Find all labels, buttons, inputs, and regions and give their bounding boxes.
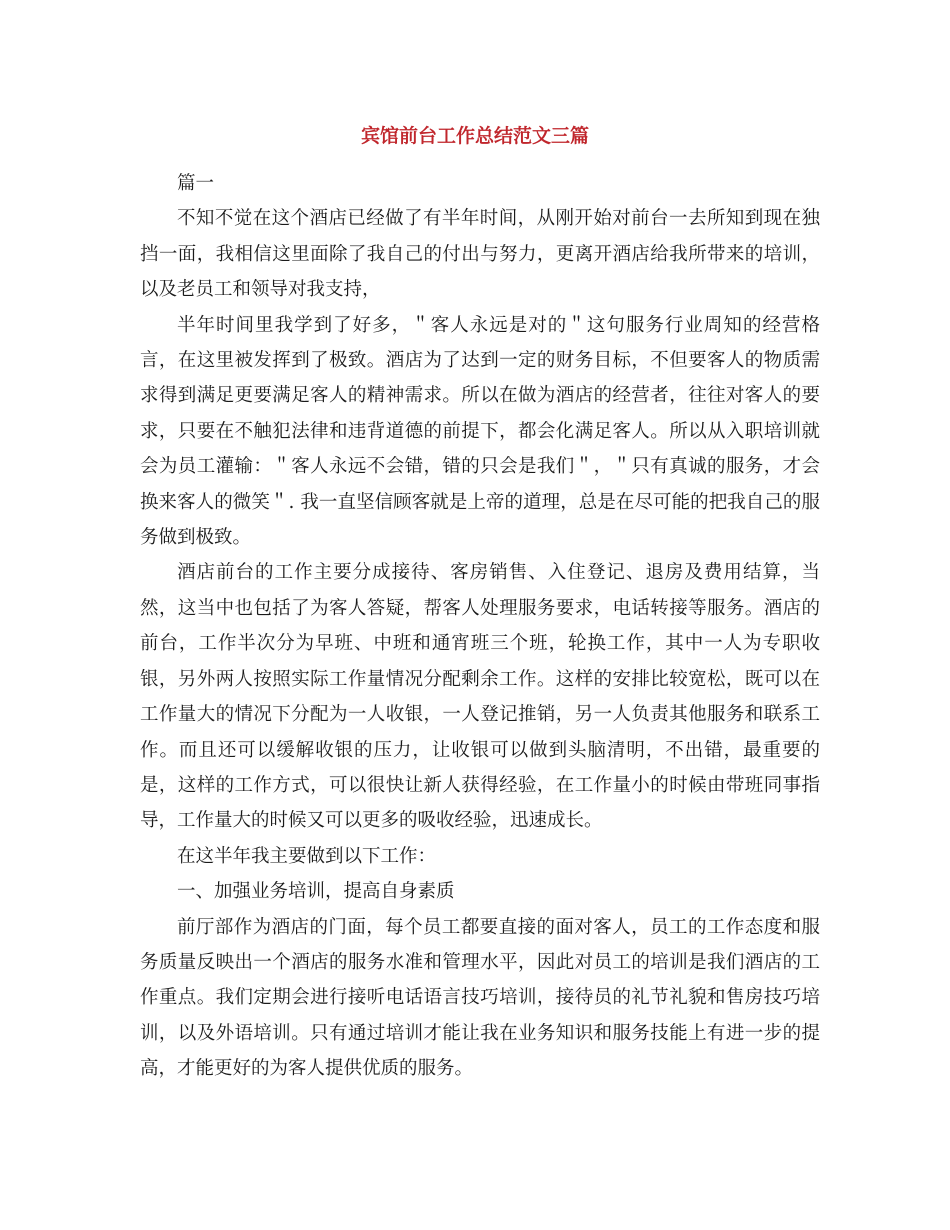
paragraph-training: 前厅部作为酒店的门面，每个员工都要直接的面对客人，员工的工作态度和服务质量反映出一个酒店的服务水准和管理水平，因此对员工的培训是我们酒店的工作重点。我们定期会进行接听电话语言技巧培训，接待员的礼节礼貌和售房技巧培训，以及外语培训。只有通过培训才能让我在业务知识和服务技能上有进一步的提高，才能更好的为客人提供优质的服务。 [140,916,820,1080]
document-body [140,166,820,1087]
subheading-training: 一、加强业务培训，提高自身素质 [177,881,455,903]
paragraph-customer-service: 半年时间里我学到了好多，＂客人永远是对的＂这句服务行业周知的经营格言，在这里被发挥到了极致。酒店为了达到一定的财务目标，不但要客人的物质需求得到满足更要满足客人的精神需求。所以在做为酒店的经营者，往往对客人的要求，只要在不触犯法律和违背道德的前提下，都会化满足客人。所以从入职培训就会为员工灌输：＂客人永远不会错，错的只会是我们＂，＂只有真诚的服务，才会换来客人的微笑＂. 我一直坚信顾客就是上帝的道理，总是在尽可能的把我自己的服务做到极致。 [140,314,820,549]
section-heading-part-one: 篇一 [177,173,215,194]
paragraph-front-desk-duties: 酒店前台的工作主要分成接待、客房销售、入住登记、退房及费用结算，当然，这当中也包括了为客人答疑，帮客人处理服务要求，电话转接等服务。酒店的前台，工作半次分为早班、中班和通宵班三个班，轮换工作，其中一人为专职收银，另外两人按照实际工作量情况分配剩余工作。这样的安排比较宽松，既可以在工作量大的情况下分配为一人收银，一人登记推销，另一人负责其他服务和联系工作。而且还可以缓解收银的压力，让收银可以做到头脑清明，不出错，最重要的是，这样的工作方式，可以很快让新人获得经验，在工作量小的时候由带班同事指导，工作量大的时候又可以更多的吸收经验，迅速成长。 [140,562,820,832]
paragraph-work-summary-intro: 在这半年我主要做到以下工作： [177,845,437,867]
paragraph-intro: 不知不觉在这个酒店已经做了有半年时间，从刚开始对前台一去所知到现在独挡一面，我相信这里面除了我自己的付出与努力，更离开酒店给我所带来的培训，以及老员工和领导对我支持， [140,208,820,301]
document-title: 宾馆前台工作总结范文三篇 [360,125,589,147]
